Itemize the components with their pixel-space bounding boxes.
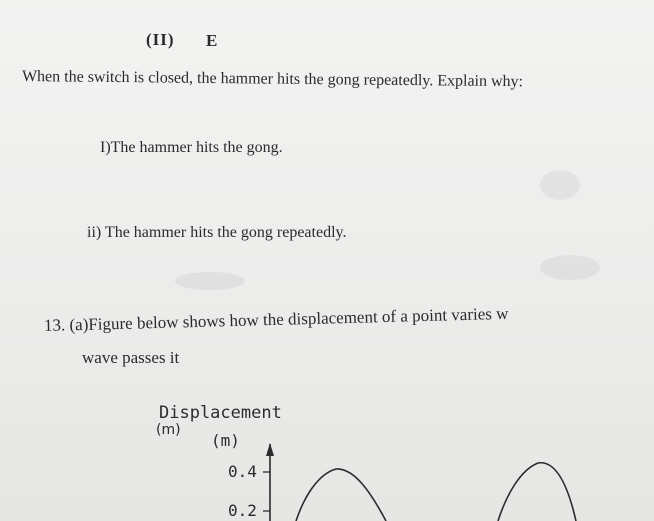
question-text: When the switch is closed, the hammer hits the gong repeatedly. Explain why: [21,68,524,91]
part-letter: E [206,31,218,50]
question-13-line-1: 13. (a)Figure below shows how the displacement of a point varies w [43,303,509,335]
graph-y-axis-title: Displacement [159,403,282,423]
wave-crest-2 [498,463,576,521]
answer-line-2: ii) The hammer hits the gong repeatedly. [87,224,347,241]
wave-crest-1 [296,469,386,521]
question-13-line-2: wave passes it [82,348,180,367]
graph-y-axis-arrow [266,443,274,456]
graph-tick-label-0-2: 0.2 [228,501,257,520]
part-label: (II) [146,30,175,49]
graph-y-unit: (m) [211,431,240,450]
graph-y-unit-small: (m) [156,422,181,438]
answer-line-1: I)The hammer hits the gong. [100,139,283,156]
graph-tick-label-0-4: 0.4 [228,462,257,481]
